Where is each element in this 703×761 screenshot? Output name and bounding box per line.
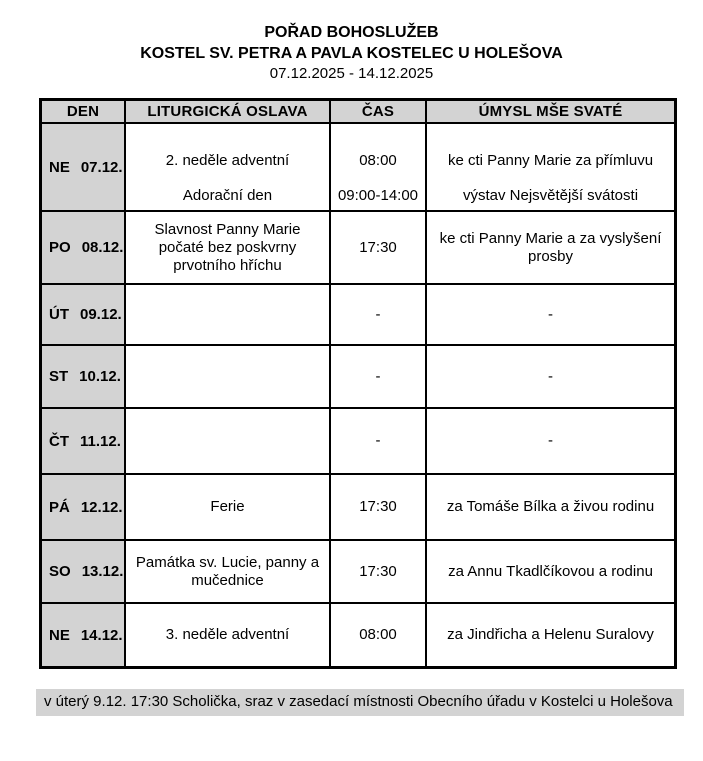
celebration-cell-text: Ferie	[210, 498, 245, 515]
column-header-cas: ČAS	[331, 101, 427, 122]
intention-cell	[427, 409, 674, 473]
time-cell-text: 17:30	[359, 498, 397, 515]
intention-cell-text: -	[548, 367, 553, 385]
time-cell-text: -	[375, 305, 381, 323]
intention-cell-text: za Annu Tkadlčíkovou a rodinu	[448, 562, 653, 580]
intention-cell	[427, 346, 674, 407]
time-cell-text: 17:30	[359, 238, 397, 256]
intention-cell-text: -	[548, 432, 553, 449]
day-date: 08.12.	[81, 239, 124, 256]
day-date: 11.12.	[80, 432, 121, 450]
table-row	[42, 473, 674, 539]
table-row	[42, 407, 674, 473]
intention-cell-text: ke cti Panny Marie za přímluvu	[447, 152, 654, 169]
intention-cell	[427, 475, 674, 539]
time-cell-text: 08:00	[359, 626, 397, 643]
day-date: 14.12.	[80, 626, 123, 644]
schedule-table	[39, 98, 677, 669]
intention-cell	[427, 541, 674, 602]
time-cell-text: 17:30	[359, 562, 397, 580]
celebration-cell-text: Slavnost Panny Marie počaté bez poskvrny prvotního hříchu	[154, 220, 301, 274]
day-abbreviation: ČT	[49, 432, 69, 450]
column-header-umysl-mse-svate: ÚMYSL MŠE SVATÉ	[427, 101, 674, 122]
celebration-cell-text: 2. neděle adventní	[165, 152, 290, 169]
date-range: 07.12.2025 - 14.12.2025	[269, 65, 434, 82]
table-row	[42, 344, 674, 407]
church-name: KOSTEL SV. PETRA A PAVLA KOSTELEC U HOLEŠOVA	[140, 45, 563, 62]
time-cell	[331, 346, 427, 407]
intention-cell	[427, 285, 674, 344]
time-cell-text: -	[375, 432, 381, 449]
intention-cell	[427, 124, 674, 210]
day-date: 07.12.	[80, 158, 123, 176]
day-date: 09.12.	[80, 306, 122, 323]
day-cell	[42, 409, 126, 473]
day-cell	[42, 124, 126, 210]
day-cell	[42, 604, 126, 666]
table-row	[42, 602, 674, 666]
table-row	[42, 122, 674, 210]
time-cell	[331, 285, 427, 344]
celebration-cell	[126, 212, 331, 283]
table-row	[42, 539, 674, 602]
day-cell	[42, 285, 126, 344]
intention-cell-text: za Tomáše Bílka a živou rodinu	[446, 498, 655, 515]
column-header-den: DEN	[42, 101, 126, 122]
celebration-cell	[126, 475, 331, 539]
celebration-cell	[126, 409, 331, 473]
celebration-cell	[126, 604, 331, 666]
intention-cell	[427, 604, 674, 666]
celebration-cell-text: Památka sv. Lucie, panny a mučednice	[135, 553, 320, 589]
intention-cell-text: výstav Nejsvětější svátosti	[462, 187, 639, 204]
celebration-cell	[126, 285, 331, 344]
time-cell	[331, 475, 427, 539]
document-header	[0, 22, 703, 84]
table-row	[42, 283, 674, 344]
time-cell-text: 09:00-14:00	[337, 187, 419, 204]
celebration-cell	[126, 346, 331, 407]
celebration-cell	[126, 124, 331, 210]
celebration-cell-text: Adorační den	[182, 187, 273, 204]
column-header-liturgicka-oslava: LITURGICKÁ OSLAVA	[126, 101, 331, 122]
time-cell-text: -	[375, 367, 381, 385]
celebration-cell	[126, 541, 331, 602]
table-header-row	[42, 101, 674, 122]
table-body	[42, 122, 674, 666]
time-cell	[331, 409, 427, 473]
day-abbreviation: SO	[49, 563, 71, 580]
day-date: 13.12.	[81, 563, 124, 580]
page-title: POŘAD BOHOSLUŽEB	[264, 24, 439, 41]
day-cell	[42, 475, 126, 539]
intention-cell-text: za Jindřicha a Helenu Suralovy	[447, 626, 654, 643]
time-cell	[331, 124, 427, 210]
intention-cell-text: -	[548, 305, 553, 323]
day-abbreviation: PO	[49, 239, 71, 256]
day-cell	[42, 541, 126, 602]
table-row	[42, 210, 674, 283]
day-abbreviation: NE	[49, 626, 70, 644]
day-abbreviation: NE	[49, 158, 70, 176]
day-cell	[42, 346, 126, 407]
day-abbreviation: PÁ	[49, 498, 70, 516]
day-date: 10.12.	[79, 368, 121, 385]
day-cell	[42, 212, 126, 283]
footer-note: v úterý 9.12. 17:30 Scholička, sraz v zasedací místnosti Obecního úřadu v Kostelci u Holešova	[36, 689, 684, 716]
intention-cell-text: ke cti Panny Marie a za vyslyšení prosby	[439, 229, 662, 265]
celebration-cell-text: 3. neděle adventní	[165, 626, 290, 643]
intention-cell	[427, 212, 674, 283]
day-abbreviation: ÚT	[49, 306, 69, 323]
time-cell	[331, 212, 427, 283]
time-cell	[331, 604, 427, 666]
time-cell	[331, 541, 427, 602]
day-abbreviation: ST	[49, 368, 69, 385]
time-cell-text: 08:00	[359, 152, 397, 169]
day-date: 12.12.	[80, 498, 123, 516]
